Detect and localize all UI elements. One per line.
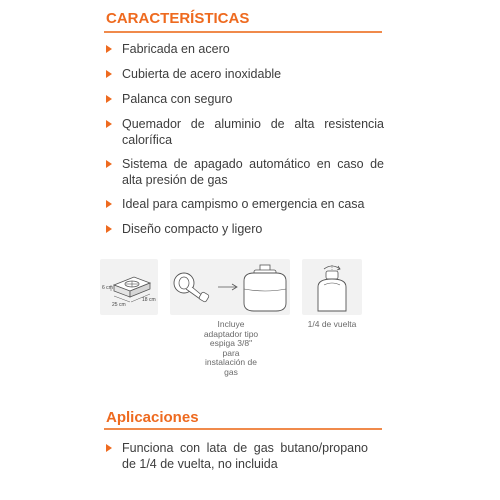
feature-text: Quemador de aluminio de alta resistencia calorífica <box>122 117 384 147</box>
bullet-arrow-icon <box>106 225 112 233</box>
applications-divider <box>104 428 382 430</box>
bullet-arrow-icon <box>106 95 112 103</box>
bullet-arrow-icon <box>106 120 112 128</box>
bullet-arrow-icon <box>106 70 112 78</box>
adapter-caption: Incluye adaptador tipo espiga 3/8" para instalación de gas <box>203 319 259 377</box>
feature-text: Fabricada en acero <box>122 42 230 56</box>
gas-canister-icon <box>302 259 362 315</box>
feature-text: Ideal para campismo o emergencia en casa <box>122 197 365 211</box>
dim-depth-label: 18 cm <box>142 297 156 303</box>
feature-item <box>106 92 384 108</box>
feature-text: Cubierta de acero inoxidable <box>122 67 282 81</box>
stove-dimensions-panel <box>100 259 158 315</box>
feature-item <box>106 157 384 188</box>
features-divider <box>104 31 382 33</box>
feature-text: Sistema de apagado automático en caso de alta presión de gas <box>122 157 384 187</box>
quarter-turn-panel <box>302 259 362 315</box>
bullet-arrow-icon <box>106 45 112 53</box>
feature-item <box>106 42 384 58</box>
bullet-arrow-icon <box>106 444 112 452</box>
adapter-panel <box>170 259 290 315</box>
feature-item <box>106 67 384 83</box>
bullet-arrow-icon <box>106 160 112 168</box>
feature-text: Diseño compacto y ligero <box>122 222 263 236</box>
bullet-arrow-icon <box>106 200 112 208</box>
feature-text: Palanca con seguro <box>122 92 233 106</box>
quarter-turn-caption: 1/4 de vuelta <box>307 319 357 329</box>
adapter-tank-icon <box>170 259 290 315</box>
feature-item <box>106 197 384 213</box>
applications-list <box>106 441 368 472</box>
application-text: Funciona con lata de gas butano/propano de 1/4 de vuelta, no incluida <box>122 441 368 471</box>
feature-item <box>106 117 384 148</box>
features-title: CARACTERÍSTICAS <box>106 10 250 27</box>
stove-icon <box>100 259 158 315</box>
dim-height-label: 6 cm <box>102 285 113 291</box>
applications-title: Aplicaciones <box>106 409 199 426</box>
feature-item <box>106 222 384 238</box>
dim-width-label: 25 cm <box>112 302 126 308</box>
application-item <box>106 441 368 472</box>
